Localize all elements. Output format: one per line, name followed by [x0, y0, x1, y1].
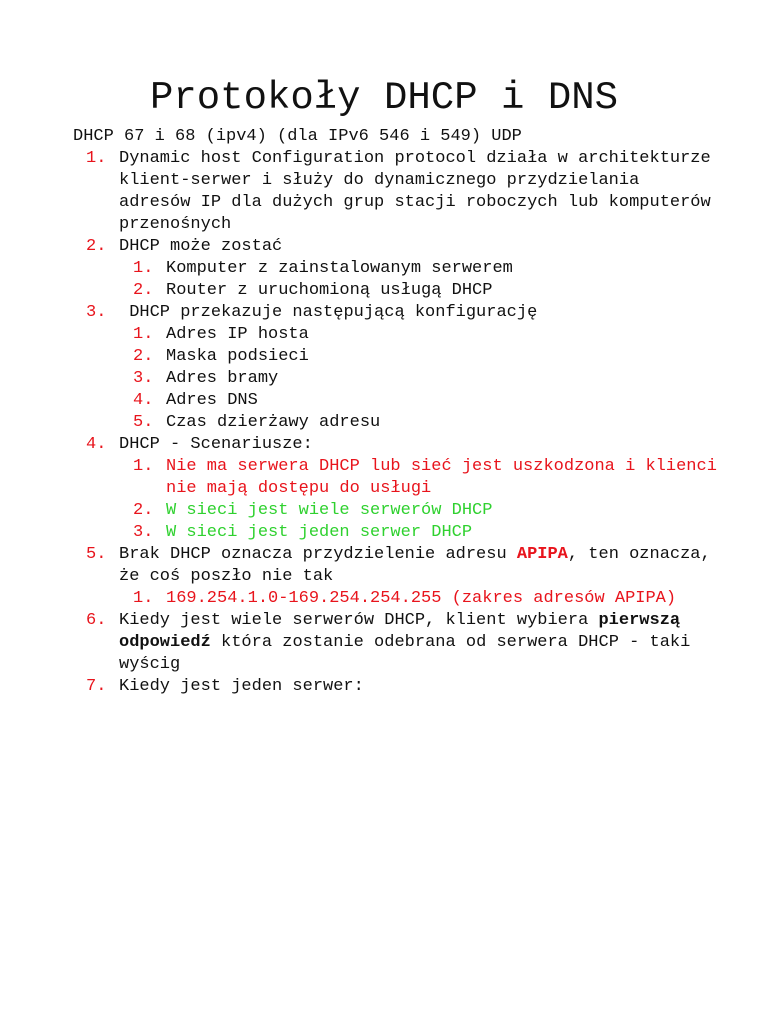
sublist-number: 4.	[133, 391, 154, 410]
list-number: 1.	[86, 149, 107, 168]
sublist-number: 1.	[133, 325, 154, 344]
bold-phrase: pierwszą odpowiedź	[119, 611, 691, 652]
sublist-number: 3.	[133, 369, 154, 388]
sublist-text: Adres bramy	[166, 369, 279, 388]
list-text: DHCP - Scenariusze:	[119, 435, 313, 454]
sublist-item	[0, 258, 768, 280]
list-number: 7.	[86, 677, 107, 696]
sublist-number: 5.	[133, 413, 154, 432]
sublist-item	[0, 280, 768, 302]
list-item-1	[0, 148, 768, 236]
list-item-5	[0, 544, 768, 588]
sublist-item	[0, 412, 768, 434]
list-item-3	[0, 302, 768, 324]
main-list	[0, 148, 768, 698]
list-text: Kiedy jest jeden serwer:	[119, 677, 364, 696]
sublist-number: 2.	[133, 501, 154, 520]
text-part: Brak DHCP oznacza przydzielenie adresu	[119, 545, 517, 564]
sublist-number: 1.	[133, 457, 154, 476]
list-text: Dynamic host Configuration protocol działa w architekturze klient-serwer i służy do dynamicznego przydzielania adresów IP dla dużych grup stacji roboczych lub komputerów przenośnych	[119, 149, 721, 234]
sublist-text-red: Nie ma serwera DHCP lub sieć jest uszkodzona i klienci nie mają dostępu do usługi	[166, 457, 728, 498]
sublist-item	[0, 368, 768, 390]
sublist-item	[0, 324, 768, 346]
sublist-number: 1.	[133, 259, 154, 278]
sublist-number: 2.	[133, 281, 154, 300]
sublist-text: Czas dzierżawy adresu	[166, 413, 381, 432]
text-part: która zostanie odebrana od serwera DHCP - taki wyścig	[119, 633, 701, 674]
page-title: Protokoły DHCP i DNS	[149, 76, 619, 120]
apipa-highlight: APIPA	[516, 545, 568, 564]
list-text: DHCP może zostać	[119, 237, 283, 256]
sublist-item	[0, 500, 768, 522]
text-part: Kiedy jest wiele serwerów DHCP, klient wybiera	[119, 611, 599, 630]
list-item-6	[0, 610, 768, 676]
list-text: DHCP przekazuje następującą konfigurację	[119, 303, 538, 322]
sublist-item	[0, 522, 768, 544]
sublist-text-red: 169.254.1.0-169.254.254.255 (zakres adresów APIPA)	[166, 589, 677, 608]
list-number: 3.	[86, 303, 107, 322]
ports-line: DHCP 67 i 68 (ipv4) (dla IPv6 546 i 549) UDP	[73, 127, 522, 146]
list-item-2	[0, 236, 768, 258]
list-text	[119, 545, 721, 586]
sublist-text: Adres IP hosta	[166, 325, 309, 344]
sublist-text: Komputer z zainstalowanym serwerem	[166, 259, 513, 278]
list-number: 2.	[86, 237, 107, 256]
list-number: 5.	[86, 545, 107, 564]
sublist-number: 2.	[133, 347, 154, 366]
sublist-item	[0, 456, 768, 500]
sublist-number: 1.	[133, 589, 154, 608]
text-part: , ten oznacza, że coś poszło nie tak	[119, 545, 721, 586]
sublist-text: Adres DNS	[166, 391, 258, 410]
list-text	[119, 611, 701, 674]
sublist-text: Maska podsieci	[166, 347, 309, 366]
list-number: 4.	[86, 435, 107, 454]
list-number: 6.	[86, 611, 107, 630]
list-item-4	[0, 434, 768, 456]
list-item-7	[0, 676, 768, 698]
sublist-text: Router z uruchomioną usługą DHCP	[166, 281, 493, 300]
sublist-item	[0, 588, 768, 610]
sublist-text-green: W sieci jest wiele serwerów DHCP	[166, 501, 493, 520]
sublist-text-green: W sieci jest jeden serwer DHCP	[166, 523, 473, 542]
sublist-number: 3.	[133, 523, 154, 542]
sublist-item	[0, 346, 768, 368]
sublist-item	[0, 390, 768, 412]
